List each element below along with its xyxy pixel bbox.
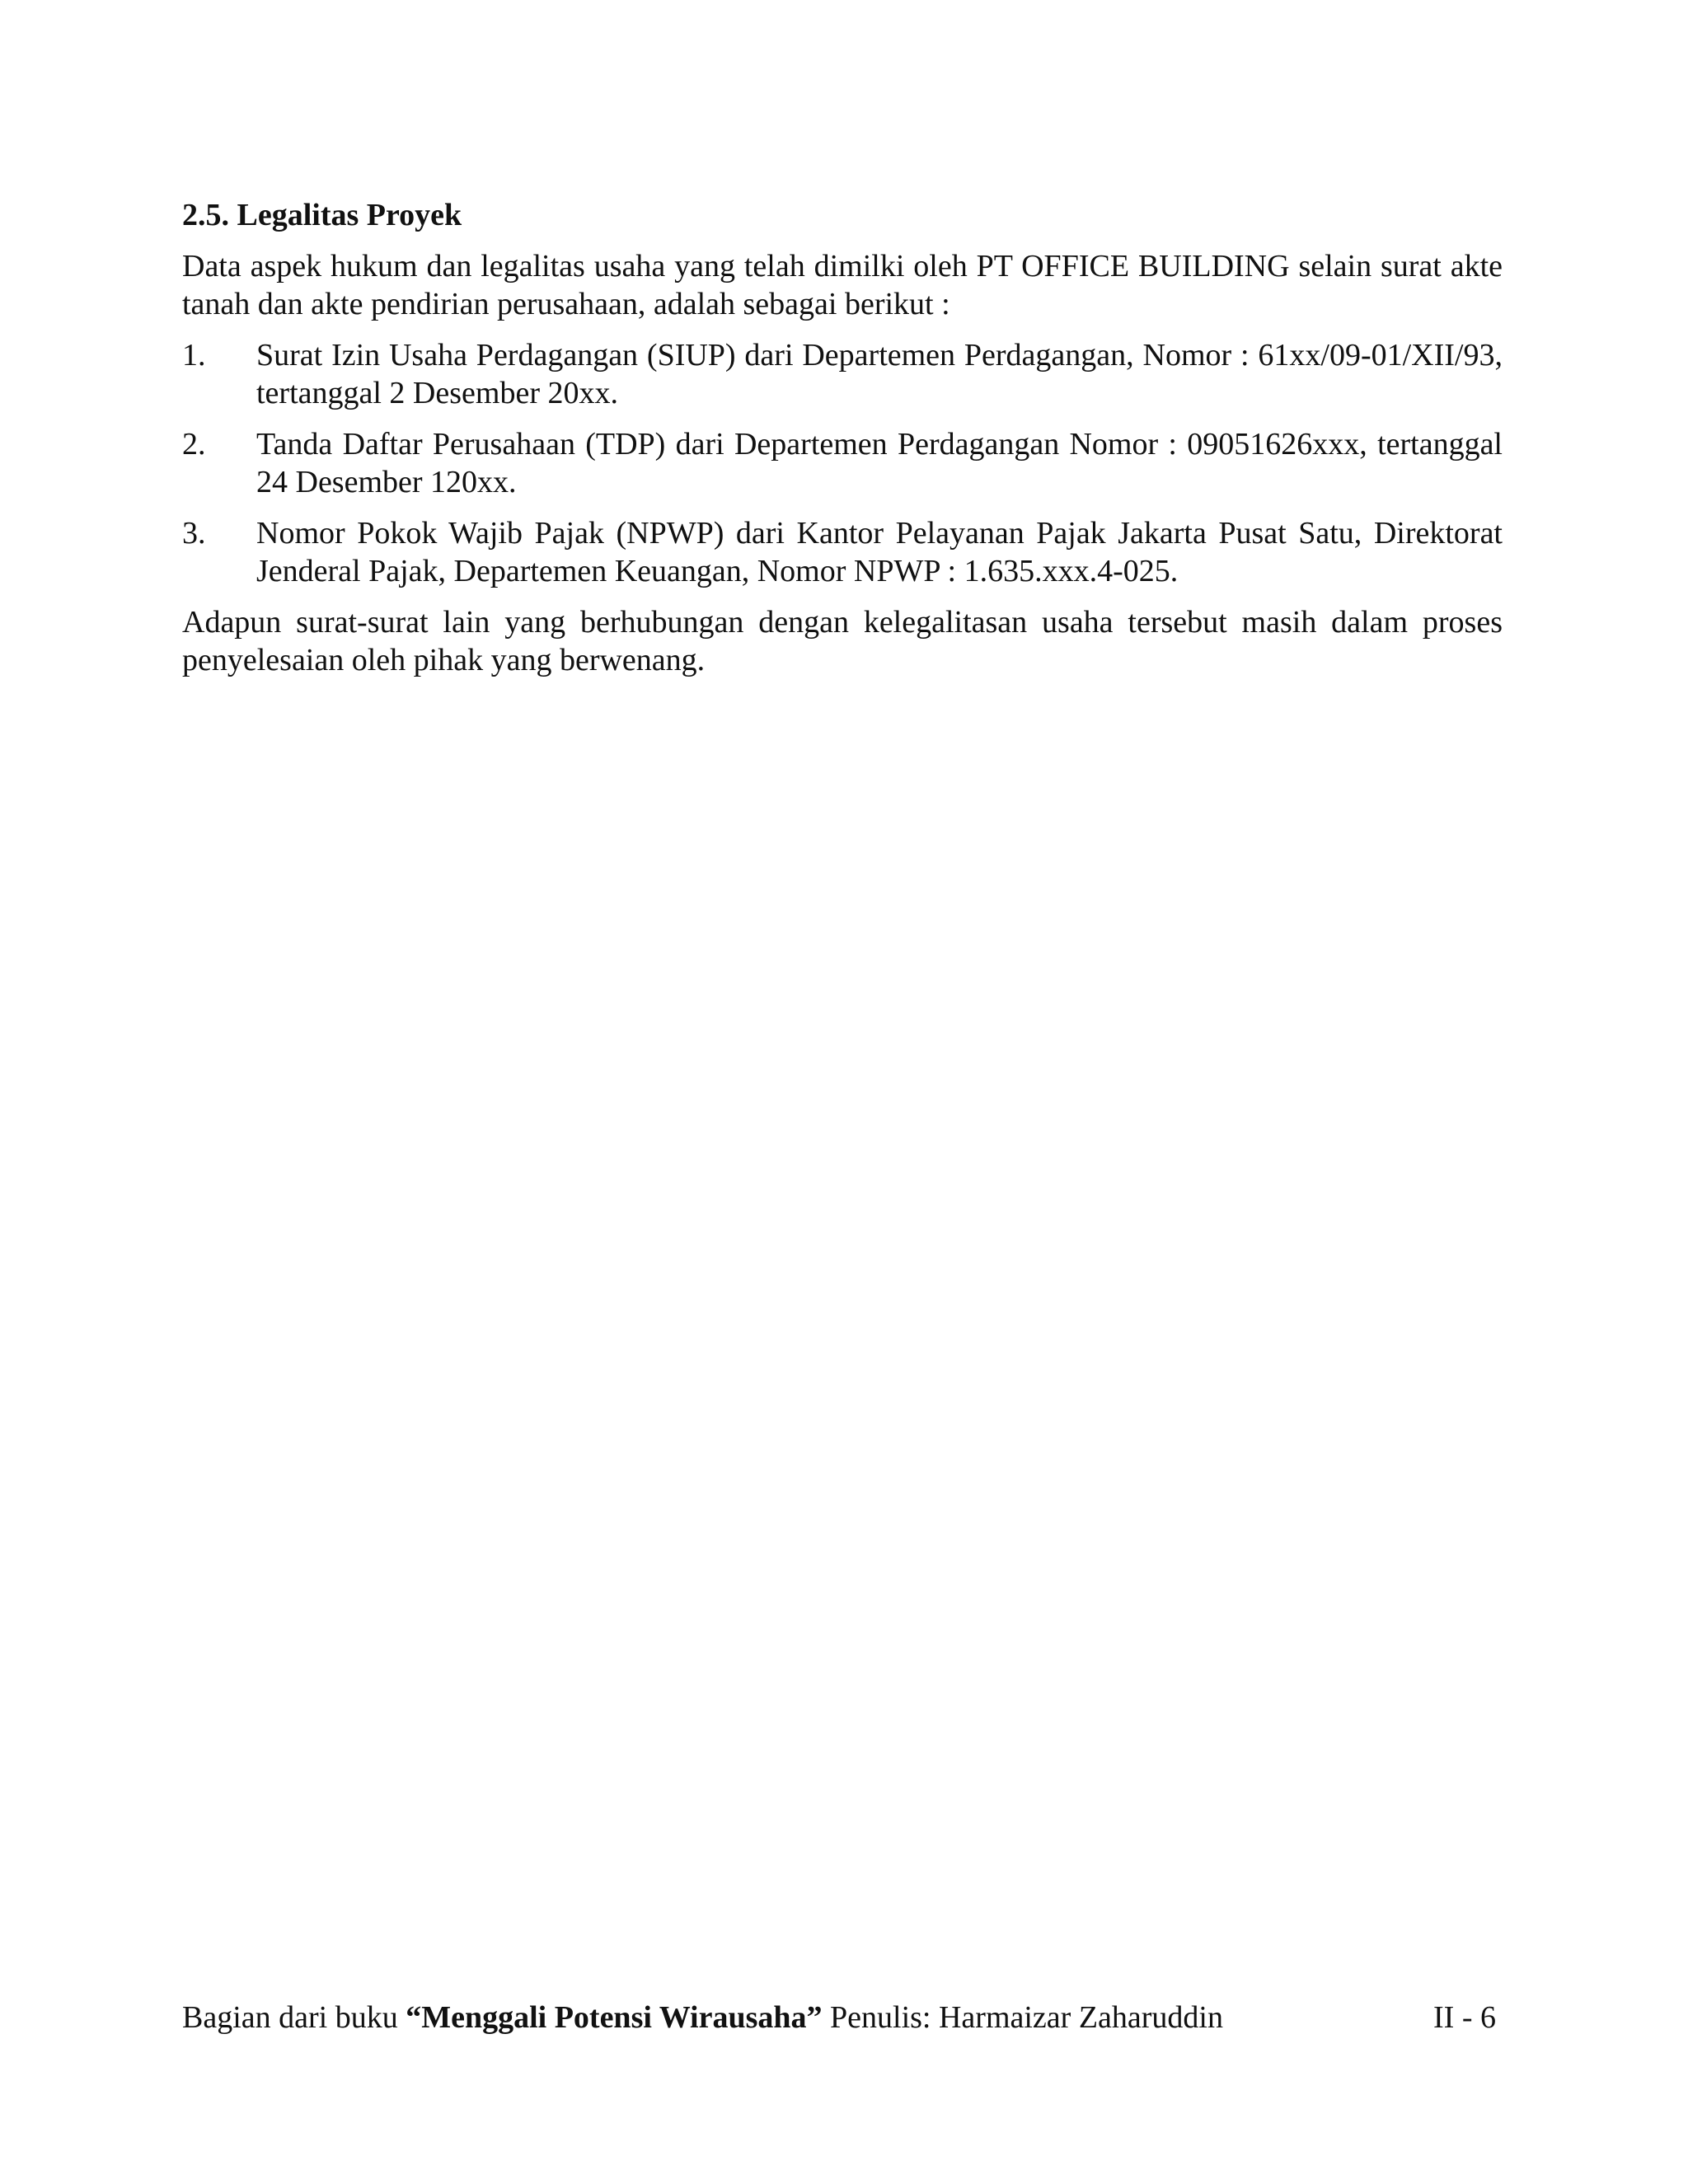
list-item: [182, 514, 1503, 590]
list-item-number: 3.: [182, 516, 206, 551]
footer-prefix: Bagian dari buku: [182, 2000, 406, 2035]
list-item: [182, 336, 1503, 412]
list-item-number: 1.: [182, 338, 206, 373]
footer-book-title: “Menggali Potensi Wirausaha”: [406, 2000, 823, 2035]
page-content: [182, 196, 1503, 692]
list-item-text: Surat Izin Usaha Perdagangan (SIUP) dari Departemen Perdagangan, Nomor : 61xx/09-01/XII/93, tertanggal 2 Desember 20xx.: [256, 338, 1503, 410]
list-item-text: Nomor Pokok Wajib Pajak (NPWP) dari Kantor Pelayanan Pajak Jakarta Pusat Satu, Direktorat Jenderal Pajak, Departemen Keuangan, Nomor NPWP : 1.635.xxx.4-025.: [256, 516, 1503, 588]
section-heading: 2.5. Legalitas Proyek: [182, 198, 462, 232]
list-item-text: Tanda Daftar Perusahaan (TDP) dari Departemen Perdagangan Nomor : 09051626xxx, tertanggal 24 Desember 120xx.: [256, 427, 1503, 499]
page-footer: [182, 1999, 1496, 2036]
legal-documents-list: [182, 336, 1503, 590]
intro-paragraph: Data aspek hukum dan legalitas usaha yang telah dimilki oleh PT OFFICE BUILDING selain surat akte tanah dan akte pendirian perusahaan, adalah sebagai berikut :: [182, 249, 1503, 321]
page-number: II - 6: [1433, 2000, 1496, 2035]
list-item: [182, 425, 1503, 501]
footer-citation: [182, 1999, 1223, 2036]
list-item-number: 2.: [182, 427, 206, 462]
closing-paragraph: Adapun surat-surat lain yang berhubungan dengan kelegalitasan usaha tersebut masih dalam proses penyelesaian oleh pihak yang berwenang.: [182, 605, 1503, 677]
footer-author: Penulis: Harmaizar Zaharuddin: [822, 2000, 1223, 2035]
